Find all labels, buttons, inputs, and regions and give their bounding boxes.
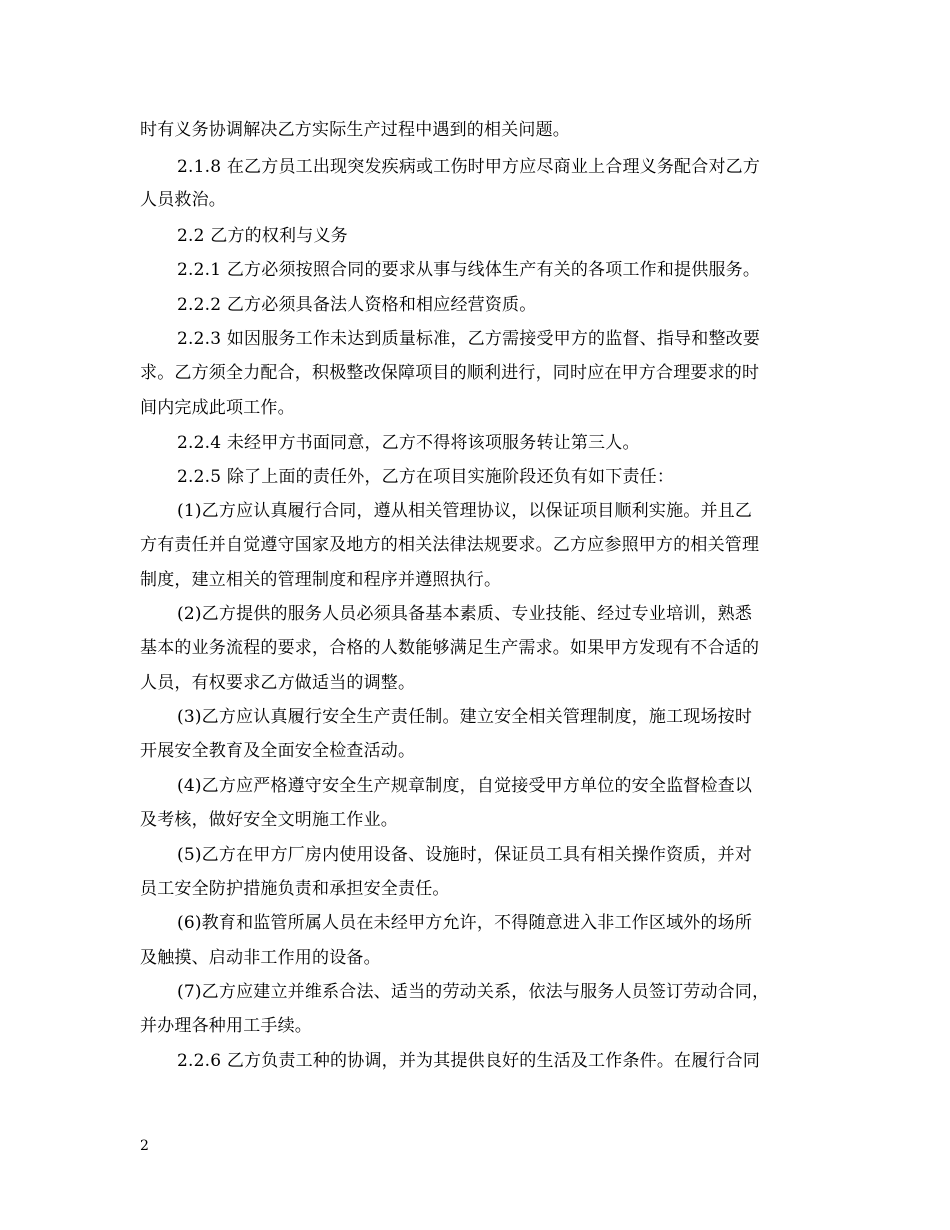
text-line: 制度，建立相关的管理制度和程序并遵照执行。 <box>140 570 502 590</box>
text-line: (4)乙方应严格遵守安全生产规章制度，自觉接受甲方单位的安全监督检查以 <box>177 776 753 796</box>
text-line: 及触摸、启动非工作用的设备。 <box>140 948 381 968</box>
text-line: 开展安全教育及全面安全检查活动。 <box>140 741 416 761</box>
text-line: 及考核，做好安全文明施工作业。 <box>140 810 398 830</box>
text-line: (1)乙方应认真履行合同，遵从相关管理协议，以保证项目顺利实施。并且乙 <box>177 501 753 521</box>
text-line: 人员，有权要求乙方做适当的调整。 <box>140 673 416 693</box>
text-line: 2.2.6 乙方负责工种的协调，并为其提供良好的生活及工作条件。在履行合同 <box>177 1051 761 1071</box>
text-line: (6)教育和监管所属人员在未经甲方允许，不得随意进入非工作区域外的场所 <box>177 913 753 933</box>
text-line: 2.1.8 在乙方员工出现突发疾病或工伤时甲方应尽商业上合理义务配合对乙方 <box>177 157 761 177</box>
section-heading: 2.2 乙方的权利与义务 <box>177 226 348 246</box>
text-line: 2.2.5 除了上面的责任外，乙方在项目实施阶段还负有如下责任： <box>177 467 675 487</box>
text-line: 2.2.1 乙方必须按照合同的要求从事与线体生产有关的各项工作和提供服务。 <box>177 260 761 280</box>
text-line: (2)乙方提供的服务人员必须具备基本素质、专业技能、经过专业培训，熟悉 <box>177 604 753 624</box>
text-line: 并办理各种用工手续。 <box>140 1016 312 1036</box>
page-number: 2 <box>140 1138 149 1154</box>
text-line: 基本的业务流程的要求，合格的人数能够满足生产需求。如果甲方发现有不合适的 <box>140 638 760 658</box>
text-line: 方有责任并自觉遵守国家及地方的相关法律法规要求。乙方应参照甲方的相关管理 <box>140 535 760 555</box>
text-line: 2.2.3 如因服务工作未达到质量标准，乙方需接受甲方的监督、指导和整改要 <box>177 329 761 349</box>
text-line: (5)乙方在甲方厂房内使用设备、设施时，保证员工具有相关操作资质，并对 <box>177 845 753 865</box>
text-line: 时有义务协调解决乙方实际生产过程中遇到的相关问题。 <box>140 120 570 140</box>
text-line: 2.2.2 乙方必须具备法人资格和相应经营资质。 <box>177 295 537 315</box>
text-line: 求。乙方须全力配合，积极整改保障项目的顺利进行，同时应在甲方合理要求的时 <box>140 363 760 383</box>
text-line: 人员救治。 <box>140 190 226 210</box>
text-line: 间内完成此项工作。 <box>140 398 295 418</box>
text-line: (3)乙方应认真履行安全生产责任制。建立安全相关管理制度，施工现场按时 <box>177 707 753 727</box>
text-line: 员工安全防护措施负责和承担安全责任。 <box>140 879 450 899</box>
text-line: (7)乙方应建立并维系合法、适当的劳动关系，依法与服务人员签订劳动合同， <box>177 982 770 1002</box>
text-line: 2.2.4 未经甲方书面同意，乙方不得将该项服务转让第三人。 <box>177 433 640 453</box>
